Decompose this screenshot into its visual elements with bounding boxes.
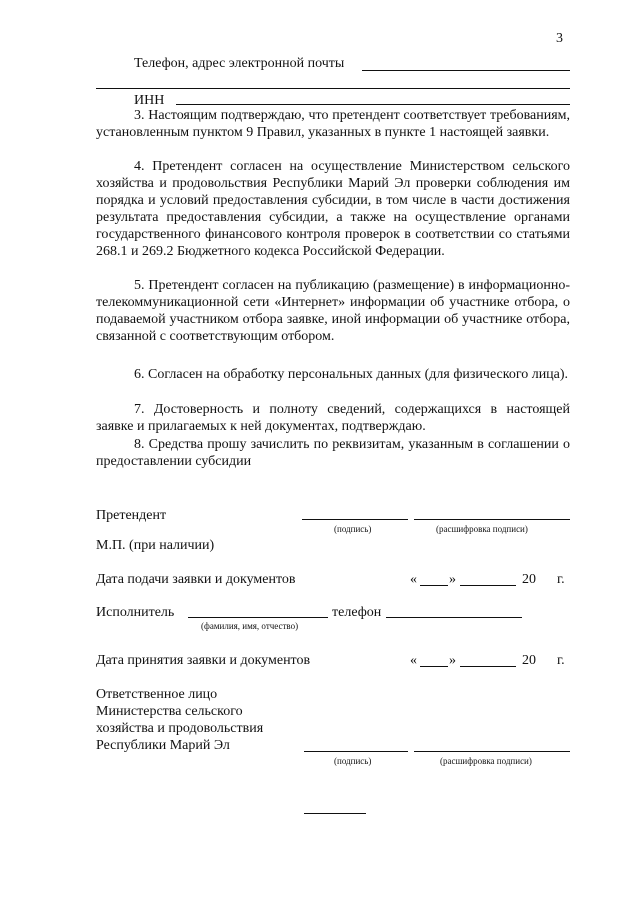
responsible-line-4: Республики Марий Эл [96, 738, 230, 753]
acceptance-quote-open: « [410, 653, 417, 668]
executor-name-line [188, 617, 328, 618]
applicant-signature-line [302, 519, 408, 520]
executor-phone-line [386, 617, 522, 618]
phone-email-label: Телефон, адрес электронной почты [134, 56, 345, 71]
closing-rule [304, 813, 366, 814]
submission-quote-open: « [410, 572, 417, 587]
acceptance-year-prefix: 20 [522, 653, 536, 668]
applicant-signature-decoding-line [414, 519, 570, 520]
responsible-line-2: Министерства сельского [96, 704, 243, 719]
acceptance-month-line [460, 666, 516, 667]
paragraph-6: 6. Согласен на обработку персональных данных (для физического лица). [134, 367, 569, 382]
responsible-line-3: хозяйства и продовольствия [96, 721, 264, 736]
applicant-signature-decoding-caption: (расшифровка подписи) [436, 524, 528, 534]
paragraph-3: 3. Настоящим подтверждаю, что претендент соответствует требованиям, установленным пунктом 9 Правил, указанных в пункте 1 настоящей заявки. [96, 108, 570, 140]
executor-phone-label: телефон [332, 605, 382, 620]
acceptance-quote-close: » [449, 653, 456, 668]
inn-label: ИНН [134, 93, 165, 108]
submission-quote-close: » [449, 572, 456, 587]
submission-day-line [420, 585, 448, 586]
responsible-signature-line [304, 751, 408, 752]
responsible-signature-decoding-line [414, 751, 570, 752]
page-number: 3 [556, 31, 563, 46]
seal-label: М.П. (при наличии) [96, 538, 215, 553]
acceptance-year-suffix: г. [557, 653, 565, 668]
phone-email-field-line [362, 70, 570, 71]
executor-label: Исполнитель [96, 605, 175, 620]
responsible-signature-decoding-caption: (расшифровка подписи) [440, 756, 532, 766]
applicant-label: Претендент [96, 508, 167, 523]
acceptance-day-line [420, 666, 448, 667]
executor-caption: (фамилия, имя, отчество) [201, 621, 299, 631]
phone-email-continuation-line [96, 88, 570, 89]
responsible-line-1: Ответственное лицо [96, 687, 218, 702]
acceptance-date-label: Дата принятия заявки и документов [96, 653, 311, 668]
paragraph-7: 7. Достоверность и полноту сведений, содержащихся в настоящей заявке и прилагаемых к ней документах, подтверждаю. [96, 402, 570, 434]
responsible-signature-caption: (подпись) [334, 756, 372, 766]
paragraph-4: 4. Претендент согласен на осуществление Министерством сельского хозяйства и продовольствия Республики Марий Эл проверки соблюдения им порядка и условий предоставления субсидии, в том числе в части достижения результата предоставления субсидии, а также на осуществление органами государственного финансового контроля проверок в соответствии со статьями 268.1 и 269.2 Бюджетного кодекса Российской Федерации. [96, 159, 570, 259]
submission-date-label: Дата подачи заявки и документов [96, 572, 296, 587]
applicant-signature-caption: (подпись) [334, 524, 372, 534]
submission-month-line [460, 585, 516, 586]
paragraph-5: 5. Претендент согласен на публикацию (размещение) в информационно-телекоммуникационной сети «Интернет» информации об участнике отбора, о подаваемой участником отбора заявке, иной информации об участнике отбора, связанной с соответствующим отбором. [96, 278, 570, 344]
submission-year-prefix: 20 [522, 572, 536, 587]
inn-field-line [176, 104, 570, 105]
submission-year-suffix: г. [557, 572, 565, 587]
paragraph-8: 8. Средства прошу зачислить по реквизитам, указанным в соглашении о предоставлении субсидии [96, 437, 570, 469]
